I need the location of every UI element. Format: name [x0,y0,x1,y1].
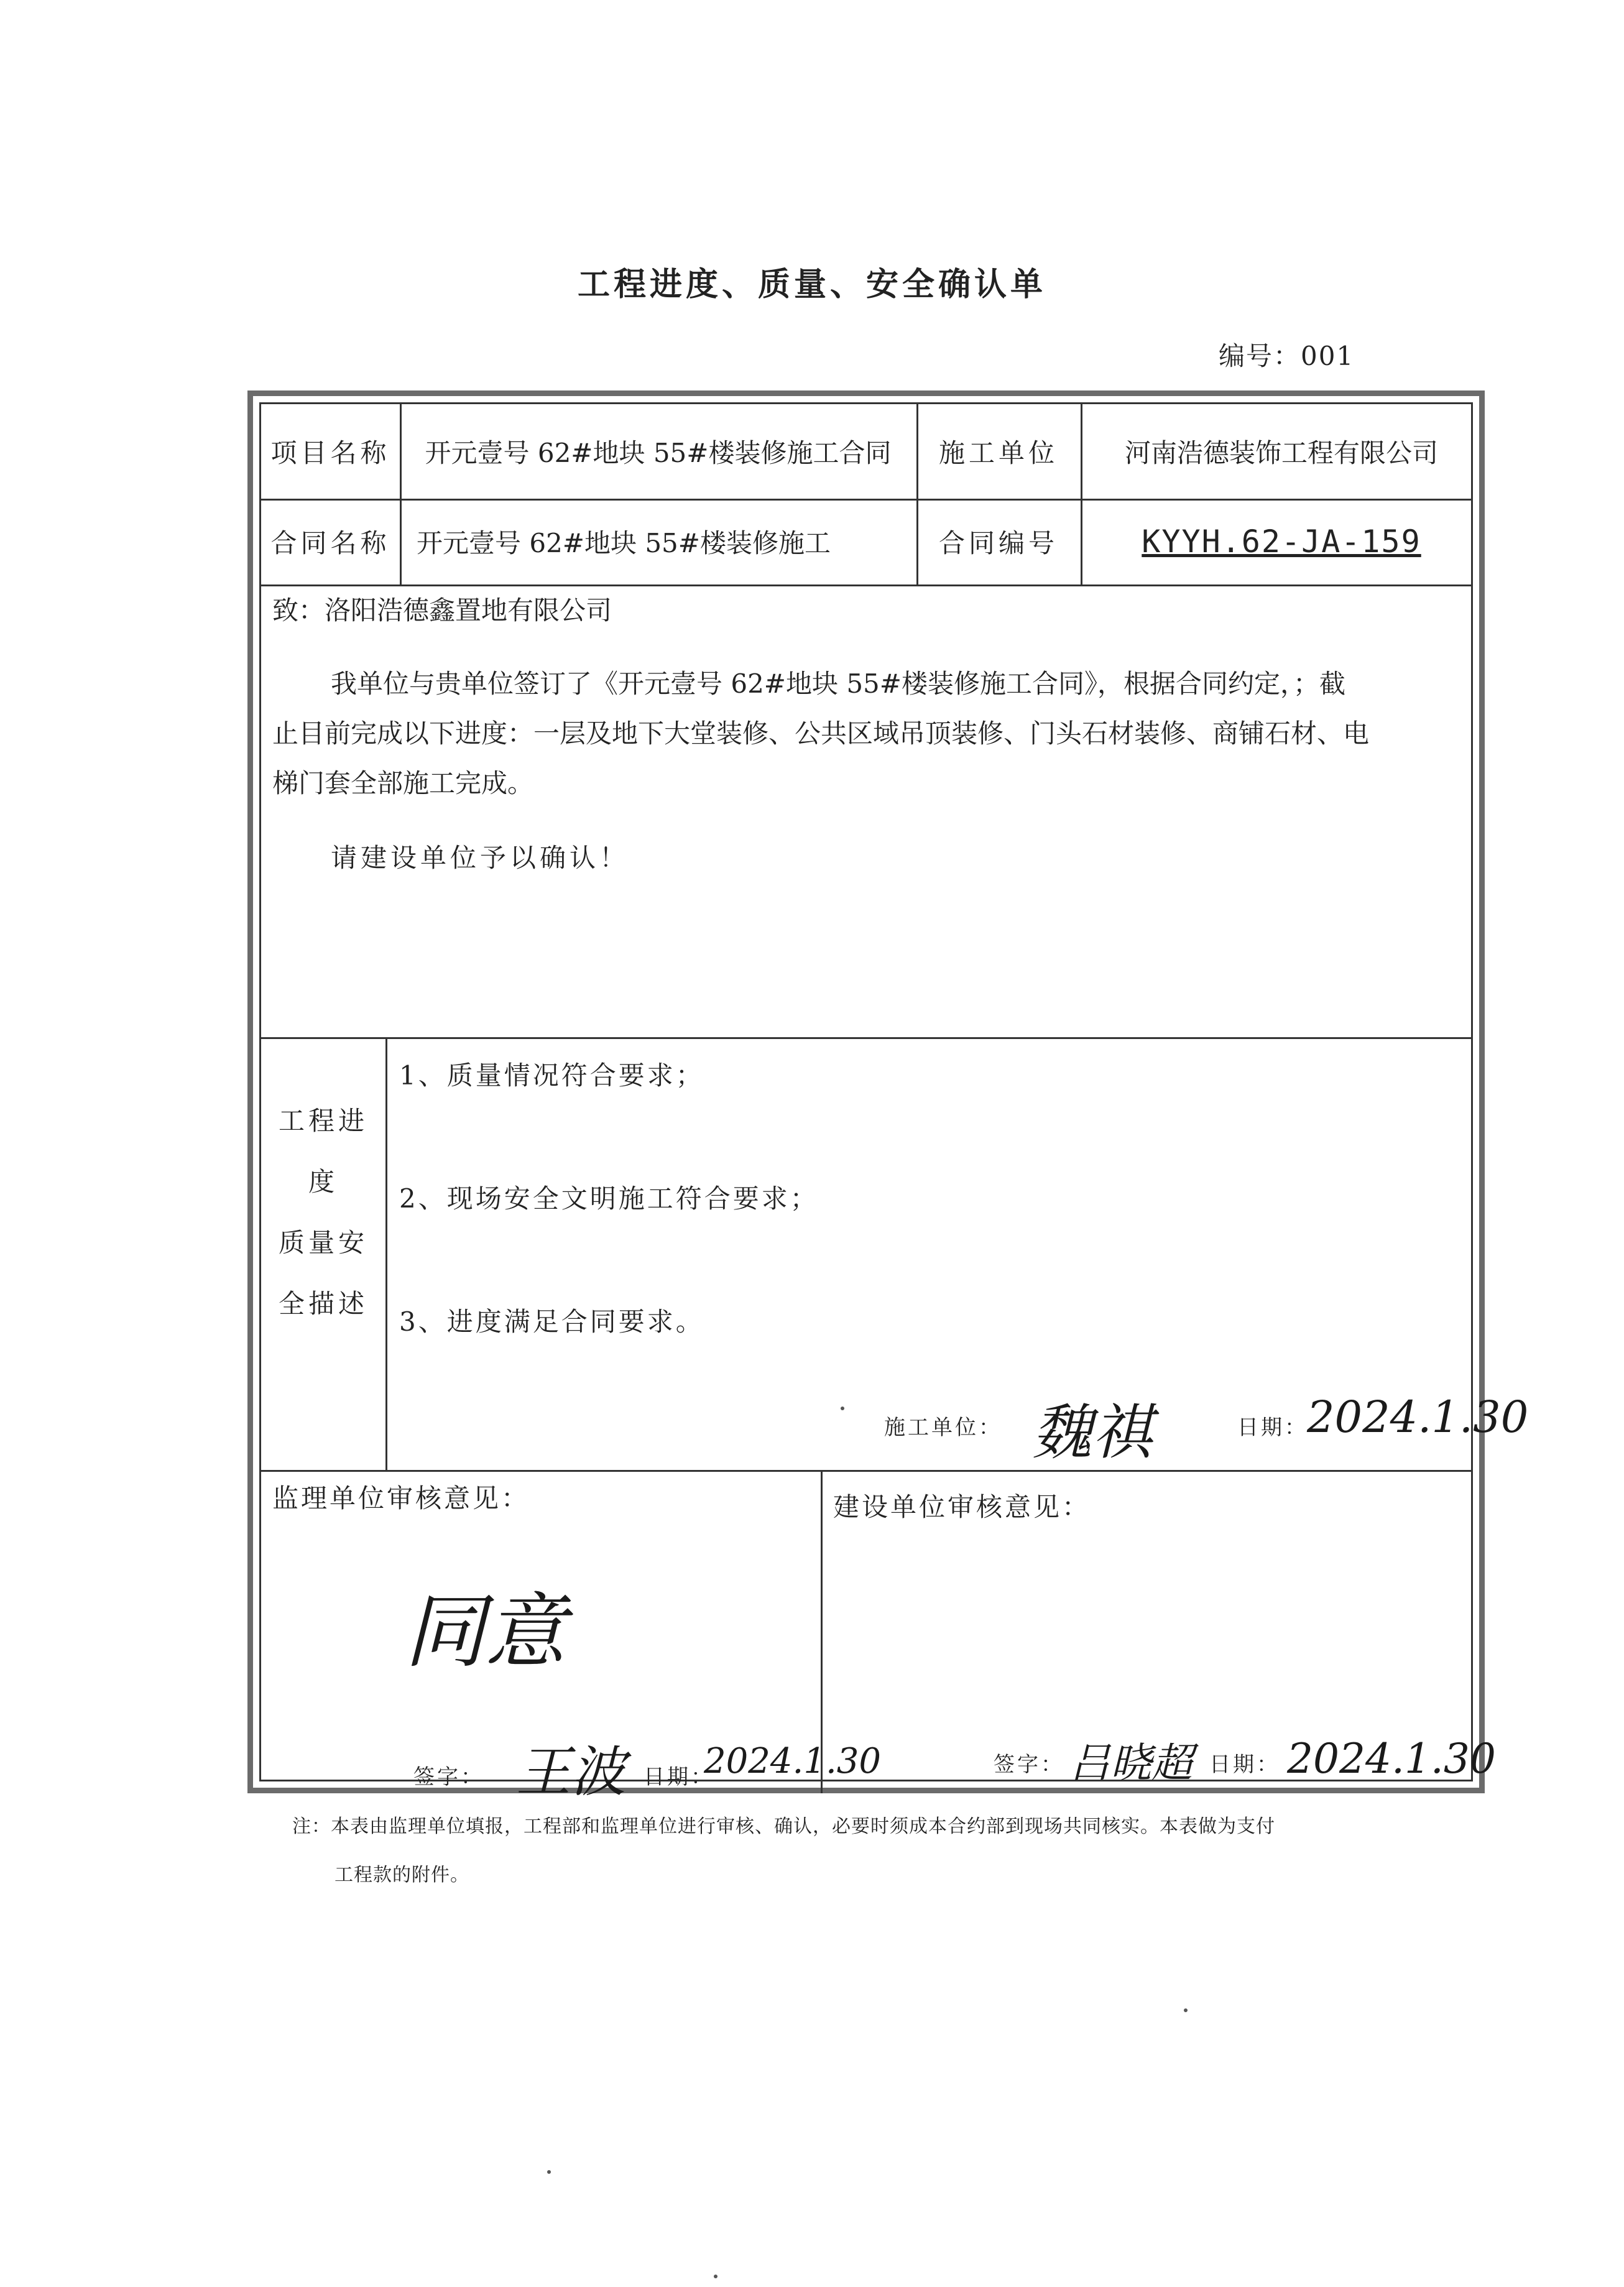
contract-no-text: KYYH.62-JA-159 [1142,524,1421,560]
row-divider-2 [261,584,1471,586]
contract-no-value [1081,499,1482,584]
supervisor-opinion: 同意 [404,1584,566,1679]
scan-speck [841,1407,844,1410]
confirm-request: 请建设单位予以确认！ [331,843,630,873]
contractor-date-label: 日期： [1237,1415,1308,1440]
contractor-value: 河南浩德装饰工程有限公司 [1124,438,1438,468]
document-title: 工程进度、质量、安全确认单 [577,266,1046,303]
project-name-value: 开元壹号 62#地块 55#楼装修施工合同 [425,438,892,468]
row-divider-3 [261,1037,1471,1039]
desc-item-1: 1、质量情况符合要求； [399,1060,704,1091]
form-frame [247,390,1529,1804]
letter-line-1: 我单位与贵单位签订了《开元壹号 62#地块 55#楼装修施工合同》，根据合同约定，；截 [331,668,1345,699]
contract-name-value: 开元壹号 62#地块 55#楼装修施工 [417,528,831,558]
contractor-signature: 魏祺 [1032,1398,1151,1467]
supervisor-sign-label: 签字： [413,1765,484,1790]
supervisor-date-label: 日期： [644,1765,714,1790]
supervisor-signature: 王波 [516,1740,626,1804]
desc-item-3: 3、进度满足合同要求。 [399,1306,704,1337]
letter-line-2: 止目前完成以下进度：一层及地下大堂装修、公共区域吊顶装修、门头石材装修、商铺石材、电 [272,718,1370,749]
footnote-line-2: 工程款的附件。 [334,1864,469,1886]
supervisor-heading: 监理单位审核意见： [272,1483,530,1513]
desc-label-4: 全描述 [278,1288,368,1319]
contractor-sign-label: 施工单位： [884,1415,1002,1440]
contract-no-label: 合同编号 [938,528,1058,558]
addressee: 致：洛阳浩德鑫置地有限公司 [272,595,612,626]
scan-speck [1184,2008,1188,2012]
contractor-label: 施工单位 [938,438,1058,468]
supervisor-date: 2024.1.30 [704,1741,882,1781]
project-name-label: 项目名称 [270,438,390,468]
contractor-date: 2024.1.30 [1307,1392,1529,1443]
owner-date-label: 日期： [1209,1752,1280,1777]
desc-item-2: 2、现场安全文明施工符合要求； [399,1183,819,1214]
col-divider-desc [385,1037,387,1470]
row-divider-4 [261,1470,1471,1472]
desc-label-2: 度 [308,1167,338,1197]
owner-sign-label: 签字： [994,1752,1064,1777]
footnote-line-1: 注：本表由监理单位填报，工程部和监理单位进行审核、确认，必要时须成本合约部到现场共同核实。本表做为支付 [292,1816,1275,1837]
desc-label-1: 工程进 [278,1106,368,1136]
form-table [259,402,1529,1804]
owner-date: 2024.1.30 [1287,1735,1496,1783]
owner-heading: 建设单位审核意见： [833,1492,1091,1522]
owner-signature: 吕晓超 [1069,1739,1193,1787]
scan-speck [547,2170,551,2174]
contract-name-label: 合同名称 [270,528,390,558]
desc-label-3: 质量安 [278,1227,368,1258]
serial-number: 编号：001 [1219,341,1355,371]
scan-speck [714,2275,717,2278]
letter-line-3: 梯门套全部施工完成。 [272,768,534,798]
